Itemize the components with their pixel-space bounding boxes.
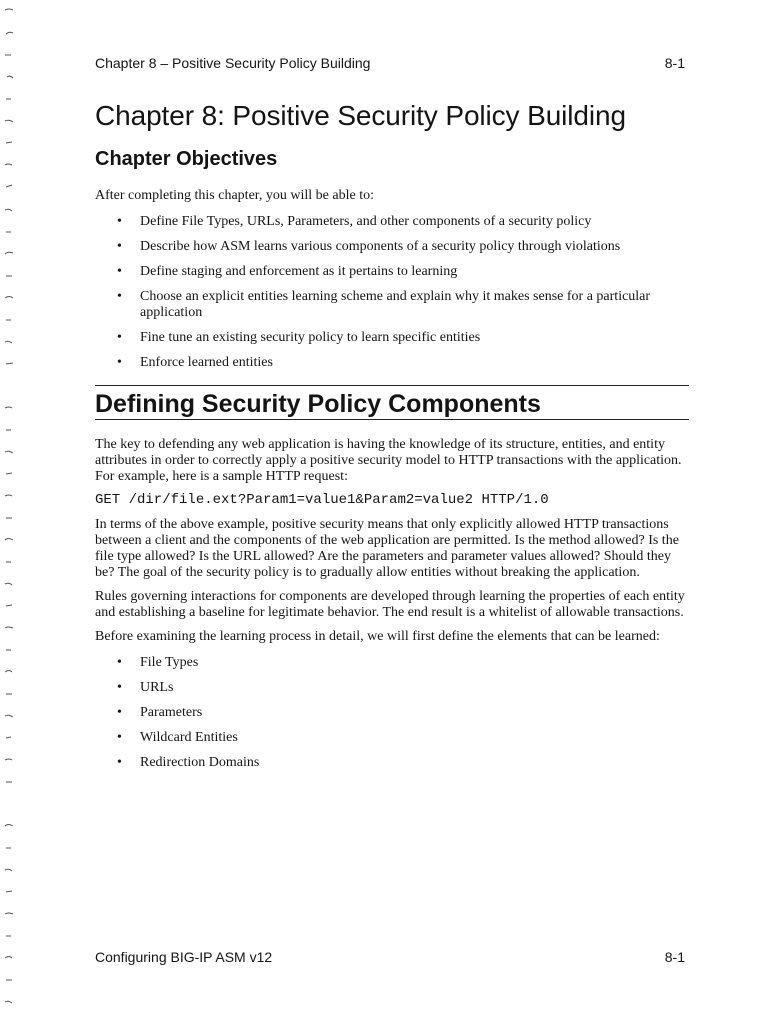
- list-item: [95, 755, 685, 771]
- section-rule-top: [95, 385, 689, 386]
- list-item: [95, 655, 685, 671]
- paragraph-rules: Rules governing interactions for components are developed through learning the properties of each entity and establishing a baseline for legitimate behavior. The end result is a whitelist of allowable transactions.: [95, 589, 685, 620]
- paragraph-before-examining: Before examining the learning process in detail, we will first define the elements that can be learned:: [95, 629, 660, 644]
- list-item-text: Enforce learned entities: [140, 355, 273, 370]
- list-item: [95, 264, 685, 280]
- paragraph-intro: The key to defending any web application is having the knowledge of its structure, entities, and entity attributes in order to correctly apply a positive security model to HTTP transactions with the application. For example, here is a sample HTTP request:: [95, 437, 682, 484]
- header-page-number: 8-1: [664, 55, 685, 71]
- bullet-icon: •: [117, 239, 122, 254]
- list-item-text: Choose an explicit entities learning scheme and explain why it makes sense for a particular application: [140, 289, 651, 320]
- sample-http-request: GET /dir/file.ext?Param1=value1&Param2=value2 HTTP/1.0: [95, 492, 549, 508]
- paragraph-positive-security: In terms of the above example, positive security means that only explicitly allowed HTTP transactions between a client and the components of the web application are permitted. Is the method allowed? Is the file type allowed? Is the URL allowed? Are the parameters and parameter values allowed? Should they be? The goal of the security policy is to gradually allow entities without breaking the application.: [95, 517, 679, 580]
- chapter-title: Chapter 8: Positive Security Policy Building: [95, 100, 626, 131]
- bullet-icon: •: [117, 755, 122, 770]
- list-item-text: URLs: [140, 680, 174, 695]
- list-item-text: Wildcard Entities: [140, 730, 238, 745]
- list-item: [95, 214, 685, 230]
- bullet-icon: •: [117, 214, 122, 229]
- list-item: [95, 330, 685, 346]
- list-item: [95, 705, 685, 721]
- bullet-icon: •: [117, 289, 122, 304]
- list-item: [95, 355, 685, 371]
- list-item: [95, 730, 685, 746]
- bullet-icon: •: [117, 330, 122, 345]
- bullet-icon: •: [117, 355, 122, 370]
- list-item-text: Define File Types, URLs, Parameters, and other components of a security policy: [140, 214, 592, 229]
- list-item-text: Redirection Domains: [140, 755, 260, 770]
- section-rule-bottom: [95, 419, 689, 420]
- list-item: [95, 680, 685, 696]
- objectives-intro: After completing this chapter, you will be able to:: [95, 188, 374, 203]
- bullet-icon: •: [117, 730, 122, 745]
- learnable-elements-list: [95, 655, 685, 780]
- objectives-list: [95, 214, 685, 380]
- footer-book-title: Configuring BIG-IP ASM v12: [95, 949, 273, 965]
- list-item-text: Fine tune an existing security policy to learn specific entities: [140, 330, 481, 345]
- running-footer: [95, 949, 685, 965]
- scan-margin-marks: [0, 0, 30, 1024]
- objectives-heading: Chapter Objectives: [95, 148, 278, 170]
- bullet-icon: •: [117, 264, 122, 279]
- running-header: [95, 55, 685, 71]
- list-item: [95, 239, 685, 255]
- bullet-icon: •: [117, 680, 122, 695]
- footer-page-number: 8-1: [664, 949, 685, 965]
- header-chapter-title: Chapter 8 – Positive Security Policy Building: [95, 55, 371, 71]
- list-item: [95, 289, 685, 321]
- section-heading: Defining Security Policy Components: [95, 390, 541, 418]
- list-item-text: Describe how ASM learns various components of a security policy through violations: [140, 239, 621, 254]
- bullet-icon: •: [117, 655, 122, 670]
- list-item-text: File Types: [140, 655, 199, 670]
- list-item-text: Parameters: [140, 705, 203, 720]
- list-item-text: Define staging and enforcement as it pertains to learning: [140, 264, 458, 279]
- bullet-icon: •: [117, 705, 122, 720]
